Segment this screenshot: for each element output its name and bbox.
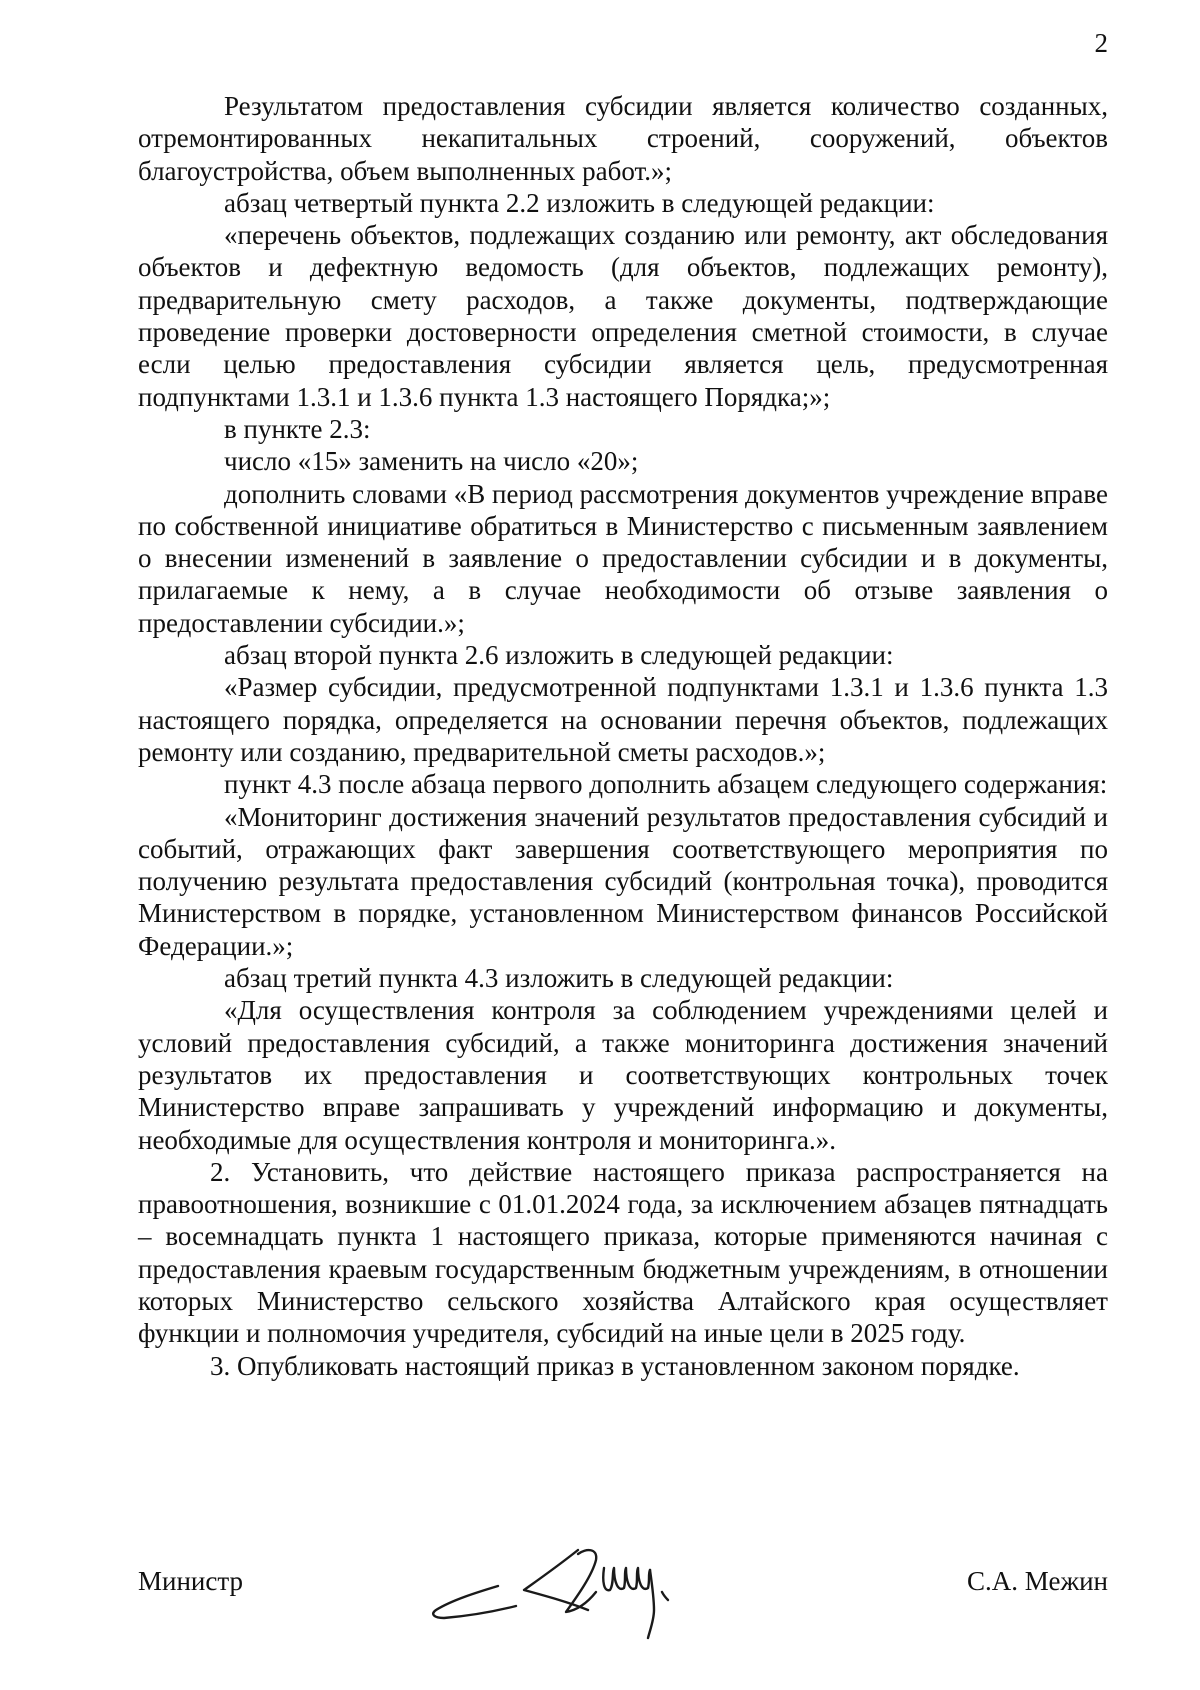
signer-title: Министр: [138, 1566, 243, 1596]
paragraph: «Размер субсидии, предусмотренной подпунктами 1.3.1 и 1.3.6 пункта 1.3 настоящего порядка, определяется на основании перечня объектов, подлежащих ремонту или созданию, предварительной сметы расходов.»;: [138, 672, 1108, 767]
paragraph: абзац третий пункта 4.3 изложить в следующей редакции:: [224, 963, 894, 994]
paragraph: пункт 4.3 после абзаца первого дополнить абзацем следующего содержания:: [224, 769, 1108, 800]
paragraph: число «15» заменить на число «20»;: [224, 446, 639, 477]
paragraph: 3. Опубликовать настоящий приказ в установленном законом порядке.: [210, 1350, 1020, 1381]
paragraph: дополнить словами «В период рассмотрения документов учреждение вправе по собственной инициативе обратиться в Министерство с письменным заявлением о внесении изменений в заявление о предоставлении субсидии и в документы, прилагаемые к нему, а в случае необходимости об отзыве заявления о предоставлении субсидии.»;: [138, 478, 1108, 638]
paragraph: «Мониторинг достижения значений результатов предоставления субсидий и событий, отражающих факт завершения соответствующего мероприятия по получению результата предоставления субсидий (контрольная точка), проводится Министерством в порядке, установленном Министерством финансов Российской Федерации.»;: [138, 801, 1108, 961]
paragraph: 2. Установить, что действие настоящего приказа распространяется на правоотношения, возникшие с 01.01.2024 года, за исключением абзацев пятнадцать – восемнадцать пункта 1 настоящего приказа, которые применяются начиная с предоставления краевым государственным бюджетным учреждениям, в отношении которых Министерство сельского хозяйства Алтайского края осуществляет функции и полномочия учредителя, субсидий на иные цели в 2025 году.: [138, 1156, 1108, 1349]
paragraph: «Для осуществления контроля за соблюдением учреждениями целей и условий предоставления субсидий, а также мониторинга достижения значений результатов их предоставления и соответствующих контрольных точек Министерство вправе запрашивать у учреждений информацию и документы, необходимые для осуществления контроля и мониторинга.».: [138, 995, 1108, 1155]
handwritten-signature: [428, 1540, 728, 1650]
paragraph: «перечень объектов, подлежащих созданию или ремонту, акт обследования объектов и дефектную ведомость (для объектов, подлежащих ремонту), предварительную смету расходов, а также документы, подтверждающие проведение проверки достоверности определения сметной стоимости, в случае если целью предоставления субсидии является цель, предусмотренная подпунктами 1.3.1 и 1.3.6 пункта 1.3 настоящего Порядка;»;: [138, 220, 1108, 412]
paragraph: в пункте 2.3:: [224, 413, 371, 444]
signature-block: [138, 1554, 1108, 1674]
paragraph: абзац второй пункта 2.6 изложить в следующей редакции:: [224, 640, 894, 671]
page-number: 2: [1094, 28, 1108, 58]
signer-name: С.А. Межин: [967, 1566, 1108, 1596]
document-body: [138, 90, 1108, 1382]
paragraph: абзац четвертый пункта 2.2 изложить в следующей редакции:: [224, 187, 935, 218]
paragraph: Результатом предоставления субсидии является количество созданных, отремонтированных некапитальных строений, сооружений, объектов благоустройства, объем выполненных работ.»;: [138, 91, 1108, 186]
